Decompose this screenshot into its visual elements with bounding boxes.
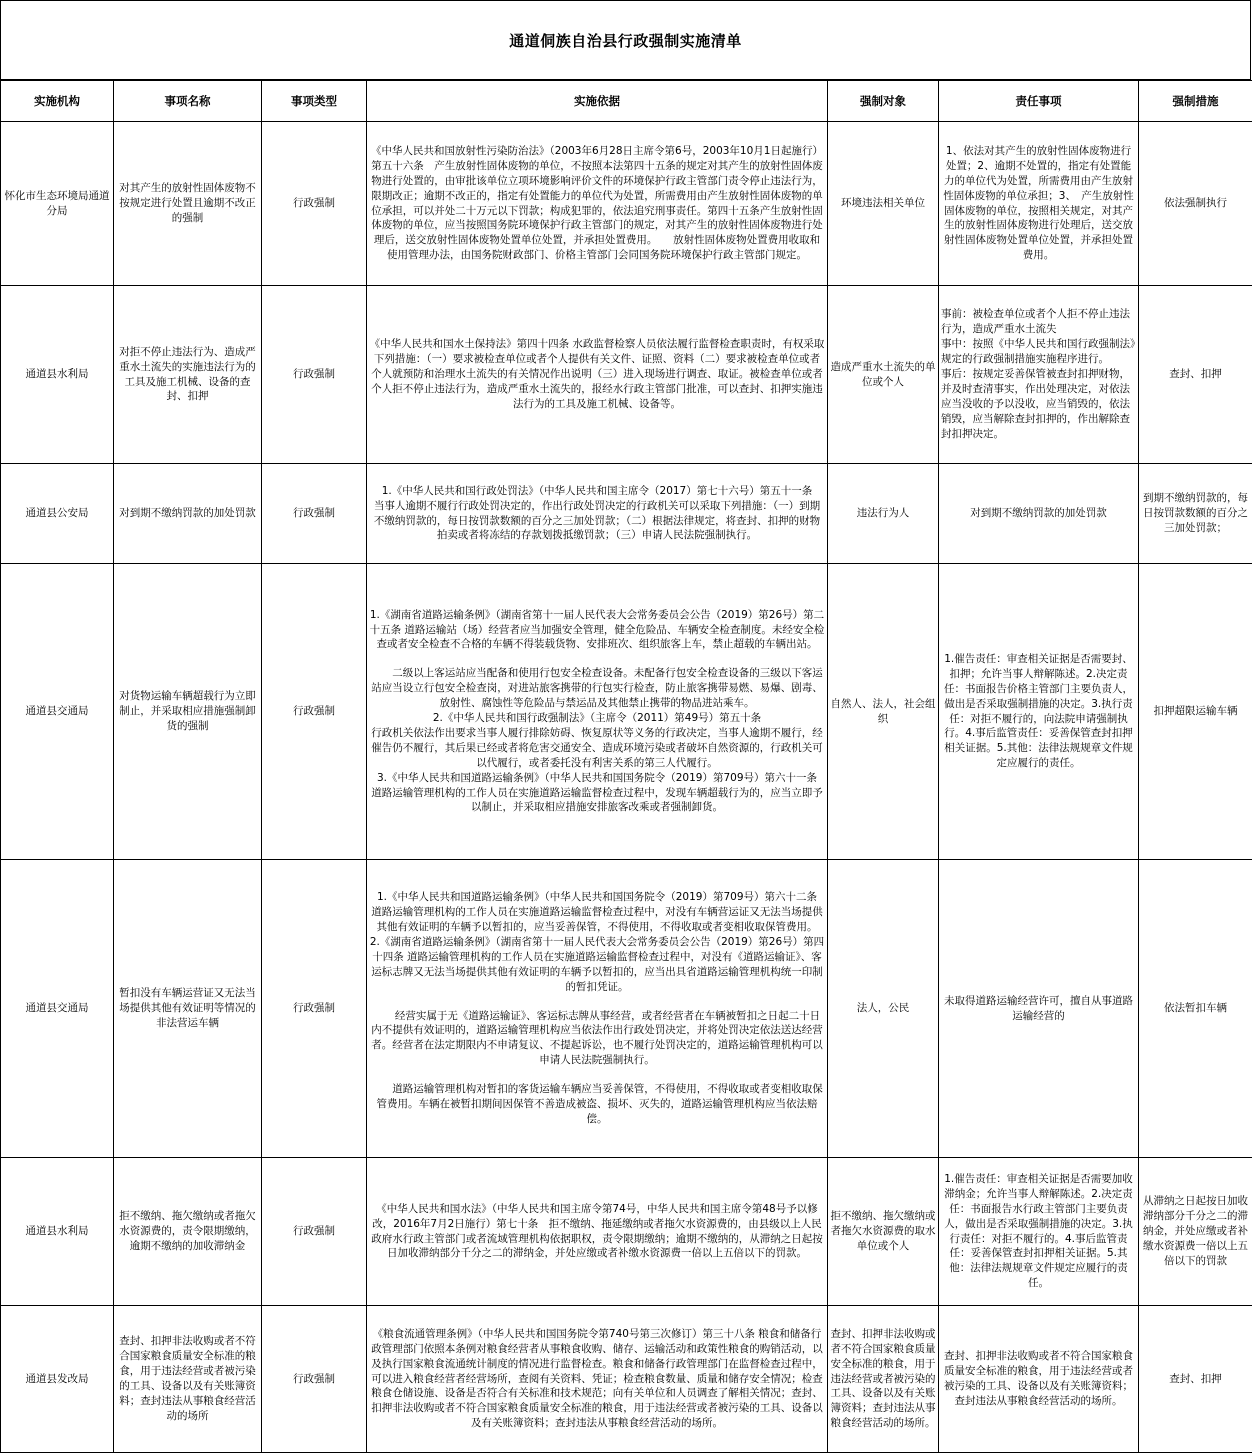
item-type-cell: 行政强制 — [262, 860, 367, 1158]
table-row — [1, 1306, 1252, 1453]
target-cell: 拒不缴纳、拖欠缴纳或者拖欠水资源费的取水单位或个人 — [828, 1158, 939, 1306]
duties-paragraph: 未取得道路运输经营许可，擅自从事道路运输经营的 — [941, 994, 1136, 1024]
measures-cell: 从滞纳之日起按日加收滞纳部分千分之二的滞纳金，并处应缴或者补缴水资源费一倍以上五倍以下的罚款 — [1139, 1158, 1252, 1306]
basis-paragraph: 《中华人民共和国放射性污染防治法》（2003年6月28日主席令第6号，2003年10月1日起施行）第五十六条 产生放射性固体废物的单位，不按照本法第四十五条的规定对其产生的放射性固体废物进行处置的，由审批该单位立项环境影响评价文件的环境保护行政主管部门责令停止违法行为，限期改正；逾期不改正的，指定有处置能力的单位代为处置，所需费用由产生放射性固体废物的单位承担，可以并处二十万元以下罚款；构成犯罪的，依法追究刑事责任。第四十五条产生放射性固体废物的单位，应当按照国务院环境保护行政主管部门的规定，对其产生的放射性固体废物进行处理后，送交放射性固体废物处置单位处置，并承担处置费用。 放射性固体废物处置费用收取和使用管理办法，由国务院财政部门、价格主管部门会同国务院环境保护行政主管部门规定。 — [369, 144, 825, 263]
sheet-title: 通道侗族自治县行政强制实施清单 — [0, 0, 1251, 80]
header-row — [1, 81, 1252, 122]
item-type-cell: 行政强制 — [262, 1158, 367, 1306]
duties-cell — [939, 286, 1139, 464]
basis-cell — [367, 564, 828, 860]
basis-paragraph: 《中华人民共和国水法》（中华人民共和国主席令第74号，中华人民共和国主席令第48号予以修改，2016年7月2日施行）第七十条 拒不缴纳、拖延缴纳或者拖欠水资源费的，由县级以上人民政府水行政主管部门或者流域管理机构依据职权，责令限期缴纳；逾期不缴纳的，从滞纳之日起按日加收滞纳部分千分之二的滞纳金，并处应缴或者补缴水资源费一倍以上五倍以下的罚款。 — [369, 1202, 825, 1262]
target-cell: 造成严重水土流失的单位或个人 — [828, 286, 939, 464]
header-agency: 实施机构 — [1, 81, 114, 122]
measures-cell: 扣押超限运输车辆 — [1139, 564, 1252, 860]
table-row — [1, 1158, 1252, 1306]
basis-paragraph: 行政机关依法作出要求当事人履行排除妨碍、恢复原状等义务的行政决定，当事人逾期不履行，经催告仍不履行，其后果已经或者将危害交通安全、造成环境污染或者破坏自然资源的，行政机关可以代履行，或者委托没有利害关系的第三人代履行。 — [369, 726, 825, 771]
agency-cell: 通道县水利局 — [1, 286, 114, 464]
duties-cell — [939, 1306, 1139, 1453]
basis-paragraph: 道路运输管理机构的工作人员在实施道路运输监督检查过程中，发现车辆超载行为的，应当立即予以制止，并采取相应措施安排旅客改乘或者强制卸货。 — [369, 786, 825, 816]
basis-cell — [367, 1306, 828, 1453]
table-row — [1, 564, 1252, 860]
item-type-cell: 行政强制 — [262, 464, 367, 564]
item-type-cell: 行政强制 — [262, 564, 367, 860]
basis-paragraph — [369, 1068, 825, 1082]
duties-paragraph: 事后：按规定妥善保管被查封扣押财物，并及时查清事实，作出处理决定，对依法应当没收的予以没收，应当销毁的，依法销毁，应当解除查封扣押的，作出解除查封扣押决定。 — [941, 367, 1136, 442]
item-name-cell: 对货物运输车辆超载行为立即制止，并采取相应措施强制卸货的强制 — [114, 564, 262, 860]
header-item-name: 事项名称 — [114, 81, 262, 122]
duties-paragraph: 1、依法对其产生的放射性固体废物进行处置；2、逾期不处置的，指定有处置能力的单位代为处置，所需费用由产生放射性固体废物的单位承担；3、 产生放射性固体废物的单位，按照相关规定，对其产生的放射性固体废物进行处理后，送交放射性固体废物处置单位处置，并承担处置费用。 — [941, 144, 1136, 263]
measures-cell: 依法强制执行 — [1139, 122, 1252, 286]
header-duties: 责任事项 — [939, 81, 1139, 122]
basis-paragraph: 2.《湖南省道路运输条例》（湖南省第十一届人民代表大会常务委员会公告（2019）第26号）第四十四条 道路运输管理机构的工作人员在实施道路运输监督检查过程中，对没有《道路运输证》、客运标志牌又无法当场提供其他有效证明的车辆予以暂扣的，应当出具省道路运输管理机构统一印制的暂扣凭证。 — [369, 935, 825, 995]
basis-paragraph — [369, 995, 825, 1009]
duties-cell — [939, 464, 1139, 564]
table-row — [1, 286, 1252, 464]
basis-paragraph: 《粮食流通管理条例》（中华人民共和国国务院令第740号第三次修订）第三十八条 粮食和储备行政管理部门依照本条例对粮食经营者从事粮食收购、储存、运输活动和政策性粮食的购销活动，以及执行国家粮食流通统计制度的情况进行监督检查。粮食和储备行政管理部门在监督检查过程中，可以进入粮食经营者经营场所，查阅有关资料、凭证；检查粮食数量、质量和储存安全情况；检查粮食仓储设施、设备是否符合有关标准和技术规范；向有关单位和人员调查了解相关情况；查封、扣押非法收购或者不符合国家粮食质量安全标准的粮食，用于违法经营或者被污染的工具、设备以及有关账簿资料；查封违法从事粮食经营活动的场所。 — [369, 1327, 825, 1431]
agency-cell: 通道县交通局 — [1, 564, 114, 860]
table-row — [1, 122, 1252, 286]
measures-cell: 查封、扣押 — [1139, 1306, 1252, 1453]
item-type-cell: 行政强制 — [262, 1306, 367, 1453]
basis-paragraph: 道路运输管理机构的工作人员在实施道路运输监督检查过程中，对没有车辆营运证又无法当场提供其他有效证明的车辆予以暂扣的，应当妥善保管，不得使用，不得收取或者变相收取保管费用。 — [369, 905, 825, 935]
agency-cell: 通道县公安局 — [1, 464, 114, 564]
target-cell: 违法行为人 — [828, 464, 939, 564]
basis-paragraph: 《中华人民共和国水土保持法》第四十四条 水政监督检察人员依法履行监督检查职责时，有权采取下列措施：（一）要求被检查单位或者个人提供有关文件、证照、资料（二）要求被检查单位或者个人就预防和治理水土流失的有关情况作出说明（三）进入现场进行调查、取证。被检查单位或者个人拒不停止违法行为，造成严重水土流失的，报经水行政主管部门批准，可以查封、扣押实施违法行为的工具及施工机械、设备等。 — [369, 337, 825, 412]
target-cell: 环境违法相关单位 — [828, 122, 939, 286]
item-name-cell: 对拒不停止违法行为、造成严重水土流失的实施违法行为的工具及施工机械、设备的查封、扣押 — [114, 286, 262, 464]
item-name-cell: 对到期不缴纳罚款的加处罚款 — [114, 464, 262, 564]
basis-cell — [367, 860, 828, 1158]
enforcement-table — [0, 80, 1252, 1453]
table-row — [1, 464, 1252, 564]
basis-paragraph: 1.《湖南省道路运输条例》（湖南省第十一届人民代表大会常务委员会公告（2019）第26号）第二十五条 道路运输站（场）经营者应当加强安全管理，健全危险品、车辆安全检查制度。未经安全检查或者安全检查不合格的车辆不得装载货物、安排班次、组织旅客上车，禁止超载的车辆出站。 — [369, 608, 825, 653]
measures-cell: 查封、扣押 — [1139, 286, 1252, 464]
duties-cell — [939, 860, 1139, 1158]
item-name-cell: 暂扣没有车辆运营证又无法当场提供其他有效证明等情况的非法营运车辆 — [114, 860, 262, 1158]
basis-cell — [367, 122, 828, 286]
basis-paragraph: 1.《中华人民共和国行政处罚法》（中华人民共和国主席令（2017）第七十六号）第五十一条 — [369, 484, 825, 499]
item-name-cell: 对其产生的放射性固体废物不按规定进行处置且逾期不改正的强制 — [114, 122, 262, 286]
basis-paragraph: 3.《中华人民共和国道路运输条例》（中华人民共和国国务院令（2019）第709号）第六十一条 — [369, 771, 825, 786]
basis-paragraph: 当事人逾期不履行行政处罚决定的，作出行政处罚决定的行政机关可以采取下列措施：（一）到期不缴纳罚款的，每日按罚款数额的百分之三加处罚款；（二）根据法律规定，将查封、扣押的财物拍卖或者将冻结的存款划拨抵缴罚款；（三）申请人民法院强制执行。 — [369, 499, 825, 544]
duties-cell — [939, 122, 1139, 286]
measures-cell: 依法暂扣车辆 — [1139, 860, 1252, 1158]
agency-cell: 怀化市生态环境局通道分局 — [1, 122, 114, 286]
header-item-type: 事项类型 — [262, 81, 367, 122]
measures-cell: 到期不缴纳罚款的，每日按罚款数额的百分之三加处罚款； — [1139, 464, 1252, 564]
duties-paragraph: 1.催告责任：审查相关证据是否需要加收滞纳金；允许当事人辩解陈述。2.决定责任：书面报告水行政主管部门主要负责人，做出是否采取强制措施的决定。3.执行责任：对拒不履行的。4.事后监管责任：妥善保管查封扣押相关证据。5.其他：法律法规规章文件规定应履行的责任。 — [941, 1172, 1136, 1291]
target-cell: 自然人、法人，社会组织 — [828, 564, 939, 860]
basis-paragraph: 道路运输管理机构对暂扣的客货运输车辆应当妥善保管，不得使用，不得收取或者变相收取保管费用。车辆在被暂扣期间因保管不善造成被盗、损坏、灭失的，道路运输管理机构应当依法赔偿。 — [369, 1082, 825, 1127]
target-cell: 查封、扣押非法收购或者不符合国家粮食质量安全标准的粮食，用于违法经营或者被污染的工具、设备以及有关账簿资料；查封违法从事粮食经营活动的场所。 — [828, 1306, 939, 1453]
duties-paragraph: 对到期不缴纳罚款的加处罚款 — [941, 506, 1136, 521]
basis-paragraph: 二级以上客运站应当配备和使用行包安全检查设备。未配备行包安全检查设备的三级以下客运站应当设立行包安全检查岗，对进站旅客携带的行包实行检查，防止旅客携带易燃、易爆、剧毒、放射性、腐蚀性等危险品与禁运品及其他禁止携带的物品进站乘车。 — [369, 666, 825, 711]
duties-paragraph: 1.催告责任：审查相关证据是否需要封、扣押；允许当事人辩解陈述。2.决定责任：书面报告价格主管部门主要负责人，做出是否采取强制措施的决定。3.执行责任：对拒不履行的，向法院申请强制执行。4.事后监管责任：妥善保管查封扣押相关证据。5.其他：法律法规规章文件规定应履行的责任。 — [941, 652, 1136, 771]
item-name-cell: 拒不缴纳、拖欠缴纳或者拖欠水资源费的，责令限期缴纳，逾期不缴纳的加收滞纳金 — [114, 1158, 262, 1306]
table-row — [1, 860, 1252, 1158]
basis-paragraph: 经营实属于无《道路运输证》、客运标志牌从事经营，或者经营者在车辆被暂扣之日起二十日内不提供有效证明的，道路运输管理机构应当依法作出行政处罚决定，并将处罚决定依法送达经营者。经营者在法定期限内不申请复议、不提起诉讼，也不履行处罚决定的，道路运输管理机构可以申请人民法院强制执行。 — [369, 1009, 825, 1069]
target-cell: 法人，公民 — [828, 860, 939, 1158]
duties-paragraph: 事中：按照《中华人民共和国行政强制法》规定的行政强制措施实施程序进行。 — [941, 337, 1136, 367]
basis-paragraph — [369, 652, 825, 666]
basis-cell — [367, 1158, 828, 1306]
item-type-cell: 行政强制 — [262, 286, 367, 464]
basis-cell — [367, 286, 828, 464]
agency-cell: 通道县发改局 — [1, 1306, 114, 1453]
header-basis: 实施依据 — [367, 81, 828, 122]
duties-cell — [939, 564, 1139, 860]
basis-cell — [367, 464, 828, 564]
duties-paragraph: 查封、扣押非法收购或者不符合国家粮食质量安全标准的粮食，用于违法经营或者被污染的工具、设备以及有关账簿资料；查封违法从事粮食经营活动的场所。 — [941, 1349, 1136, 1409]
item-name-cell: 查封、扣押非法收购或者不符合国家粮食质量安全标准的粮食，用于违法经营或者被污染的工具、设备以及有关账簿资料；查封违法从事粮食经营活动的场所 — [114, 1306, 262, 1453]
duties-paragraph: 事前：被检查单位或者个人拒不停止违法行为，造成严重水土流失 — [941, 307, 1136, 337]
basis-paragraph: 1.《中华人民共和国道路运输条例》（中华人民共和国国务院令（2019）第709号）第六十二条 — [369, 890, 825, 905]
agency-cell: 通道县交通局 — [1, 860, 114, 1158]
item-type-cell: 行政强制 — [262, 122, 367, 286]
header-target: 强制对象 — [828, 81, 939, 122]
agency-cell: 通道县水利局 — [1, 1158, 114, 1306]
header-measures: 强制措施 — [1139, 81, 1252, 122]
duties-cell — [939, 1158, 1139, 1306]
basis-paragraph: 2.《中华人民共和国行政强制法》（主席令（2011）第49号）第五十条 — [369, 711, 825, 726]
